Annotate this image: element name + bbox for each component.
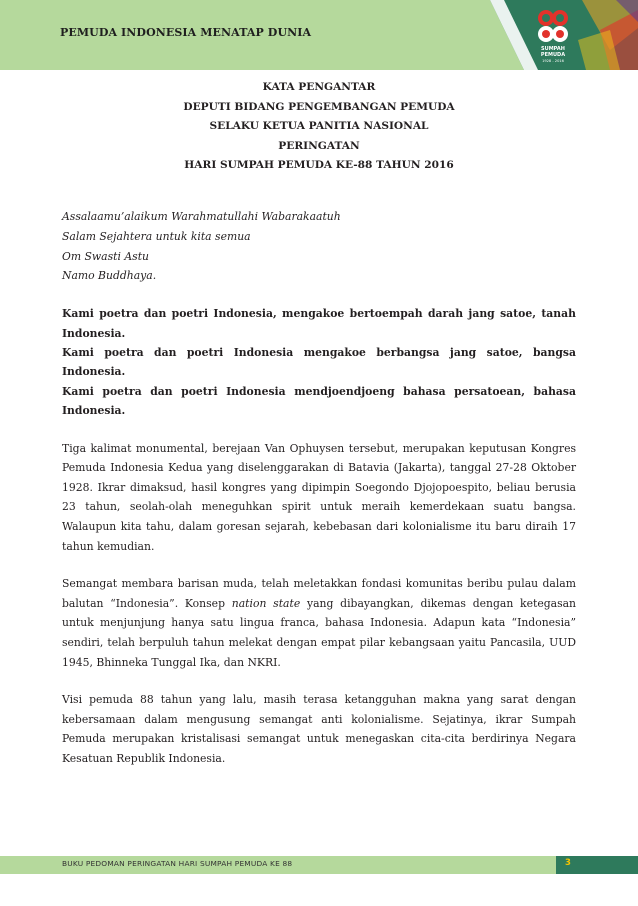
heading-line: DEPUTI BIDANG PENGEMBANGAN PEMUDA bbox=[183, 100, 455, 113]
page-footer bbox=[0, 856, 638, 874]
greeting-line: Assalaamu’alaikum Warahmatullahi Wabarakaatuh bbox=[62, 209, 341, 223]
youth-pledge bbox=[62, 304, 576, 420]
page-number: 3 bbox=[565, 858, 571, 868]
footer-title: BUKU PEDOMAN PERINGATAN HARI SUMPAH PEMUDA KE 88 bbox=[62, 859, 293, 868]
heading-line: HARI SUMPAH PEMUDA KE-88 TAHUN 2016 bbox=[184, 159, 454, 172]
greeting-line: Namo Buddhaya. bbox=[62, 269, 157, 283]
page-content bbox=[62, 78, 576, 769]
paragraph-2-part: yang dibayangkan, dikemas dengan ketegasan untuk menjunjung hanya satu lingua franca, bahasa Indonesia. Adapun kata “Indonesia” sendiri, telah berpuluh tahun melekat dengan empat pilar kebangsaan yaitu Pancasila, UUD 1945, Bhinneka Tunggal Ika, dan NKRI. bbox=[62, 596, 576, 669]
page-header bbox=[0, 0, 638, 70]
pledge-line: Kami poetra dan poetri Indonesia mendjoendjoeng bahasa persatoean, bahasa Indonesia. bbox=[62, 384, 576, 418]
paragraph-2 bbox=[62, 574, 576, 672]
pledge-line: Kami poetra dan poetri Indonesia mengakoe berbangsa jang satoe, bangsa Indonesia. bbox=[62, 345, 576, 379]
heading-line: SELAKU KETUA PANITIA NASIONAL bbox=[209, 120, 429, 133]
greeting-block bbox=[62, 207, 576, 286]
logo-caption-3: 1928 - 2016 bbox=[542, 59, 564, 63]
header-title: PEMUDA INDONESIA MENATAP DUNIA bbox=[60, 26, 312, 39]
paragraph-3: Visi pemuda 88 tahun yang lalu, masih terasa ketangguhan makna yang sarat dengan kebersamaan dalam mengusung semangat anti kolonialisme. Sejatinya, ikrar Sumpah Pemuda merupakan kristalisasi semangat untuk menegaskan cita-cita berdirinya Negara Kesatuan Republik Indonesia. bbox=[62, 693, 576, 765]
logo-caption-2: PEMUDA bbox=[540, 52, 566, 58]
paragraph-2-part: Semangat membara barisan muda, telah meletakkan fondasi komunitas beribu pulau dalam balutan “Indonesia”. Konsep bbox=[62, 577, 576, 610]
logo-caption-1: SUMPAH bbox=[541, 46, 565, 52]
heading-line: KATA PENGANTAR bbox=[262, 81, 376, 93]
pledge-line: Kami poetra dan poetri Indonesia, mengakoe bertoempah darah jang satoe, tanah Indonesia. bbox=[62, 307, 576, 340]
nation-state-term: nation state bbox=[231, 596, 301, 610]
greeting-line: Om Swasti Astu bbox=[62, 249, 149, 263]
sumpah-pemuda-88-logo bbox=[530, 8, 576, 64]
greeting-line: Salam Sejahtera untuk kita semua bbox=[62, 229, 251, 243]
foreword-heading bbox=[62, 78, 576, 176]
page-number-box bbox=[556, 856, 638, 874]
heading-line: PERINGATAN bbox=[278, 139, 360, 152]
paragraph-1: Tiga kalimat monumental, berejaan Van Ophuysen tersebut, merupakan keputusan Kongres Pemuda Indonesia Kedua yang diselenggarakan di Batavia (Jakarta), tanggal 27-28 Oktober 1928. Ikrar dimaksud, hasil kongres yang dipimpin Soegondo Djojopoespito, beliau berusia 23 tahun, seolah-olah meneguhkan spirit untuk meraih kemerdekaan suatu bangsa. Walaupun kita tahu, dalam goresan sejarah, kebebasan dari kolonialisme itu baru diraih 17 tahun kemudian. bbox=[62, 441, 576, 553]
